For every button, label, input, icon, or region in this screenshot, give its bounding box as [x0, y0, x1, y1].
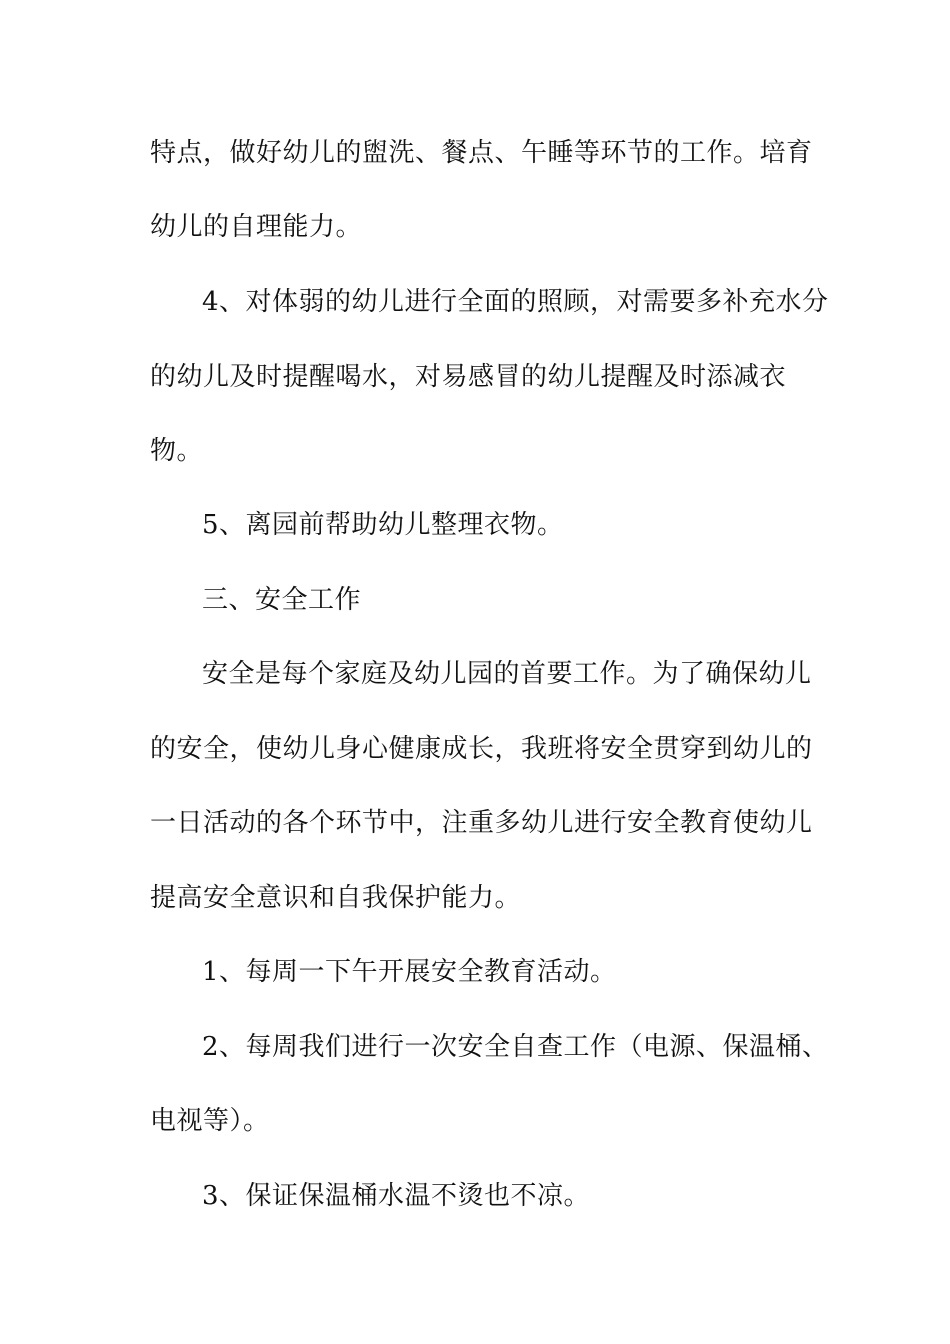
text-line: 特点，做好幼儿的盥洗、餐点、午睡等环节的工作。培育 — [150, 138, 813, 168]
list-item-5: 5、离园前帮助幼儿整理衣物。 — [202, 510, 564, 540]
text-line: 幼儿的自理能力。 — [150, 212, 363, 242]
list-item-1: 1、每周一下午开展安全教育活动。 — [202, 957, 617, 987]
list-item-4: 4、对体弱的幼儿进行全面的照顾，对需要多补充水分 — [202, 287, 829, 317]
list-item-3: 3、保证保温桶水温不烫也不凉。 — [202, 1181, 591, 1211]
section-heading: 三、安全工作 — [202, 585, 362, 615]
text-line: 的幼儿及时提醒喝水，对易感冒的幼儿提醒及时添减衣 — [150, 362, 787, 392]
text-line: 物。 — [150, 436, 204, 466]
text-line: 一日活动的各个环节中，注重多幼儿进行安全教育使幼儿 — [150, 808, 813, 838]
text-line: 电视等）。 — [150, 1106, 270, 1136]
text-line: 提高安全意识和自我保护能力。 — [150, 883, 522, 913]
paragraph-start: 安全是每个家庭及幼儿园的首要工作。为了确保幼儿 — [202, 659, 812, 689]
text-line: 的安全，使幼儿身心健康成长，我班将安全贯穿到幼儿的 — [150, 734, 813, 764]
list-item-2: 2、每周我们进行一次安全自查工作（电源、保温桶、 — [202, 1032, 829, 1062]
